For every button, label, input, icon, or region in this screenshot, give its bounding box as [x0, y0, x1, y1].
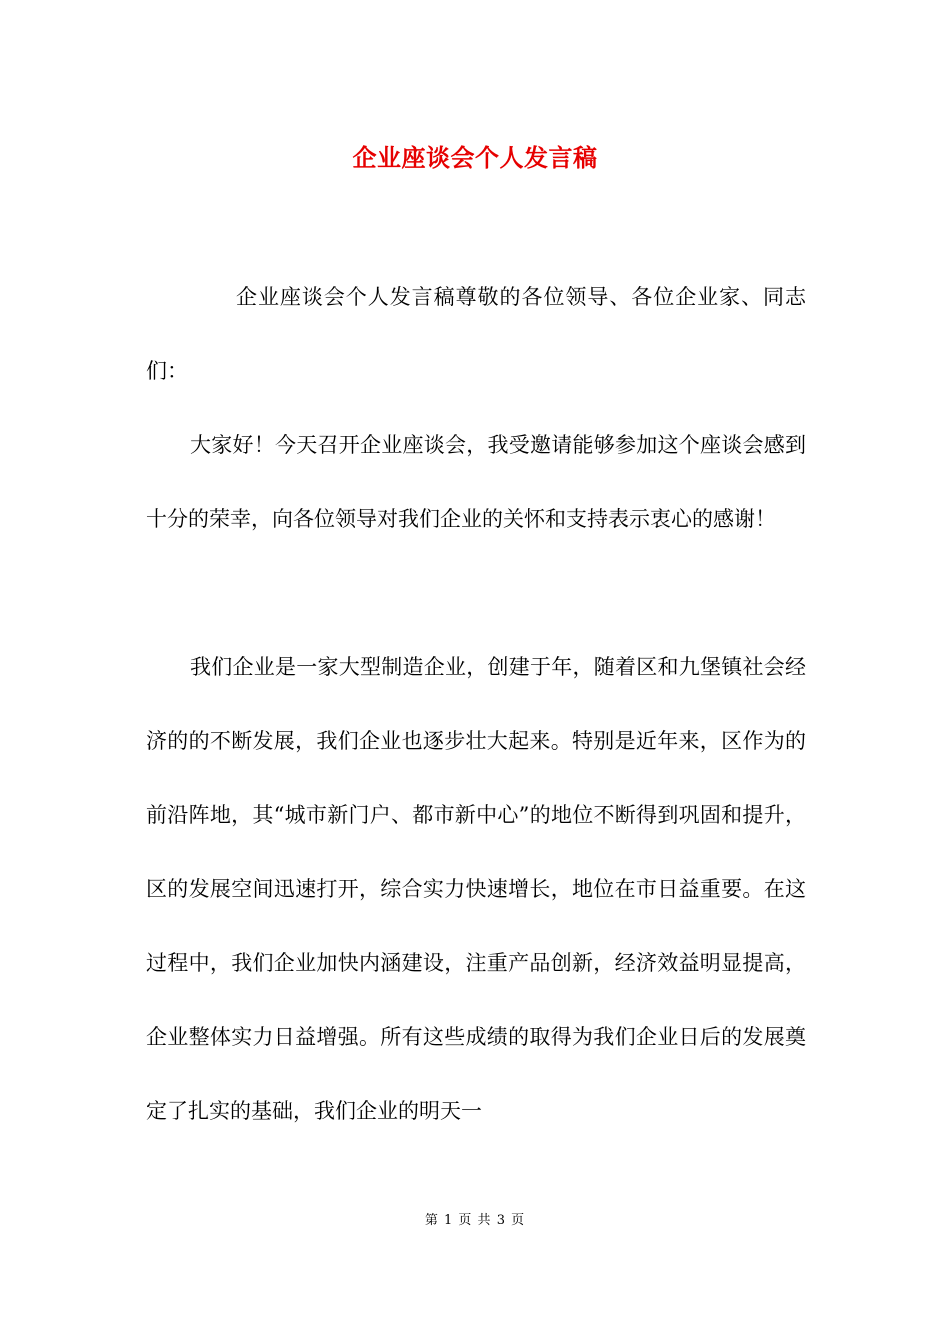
paragraph-welcome: 大家好！今天召开企业座谈会，我受邀请能够参加这个座谈会感到十分的荣幸，向各位领导对我们企业的关怀和支持表示衷心的感谢！ — [146, 433, 806, 531]
paragraph-company-intro: 我们企业是一家大型制造企业，创建于年，随着区和九堡镇社会经济的的不断发展，我们企业也逐步壮大起来。特别是近年来，区作为的前沿阵地，其“城市新门户、都市新中心”的地位不断得到巩固和提升，区的发展空间迅速打开，综合实力快速增长，地位在市日益重要。在这过程中，我们企业加快内涵建设，注重产品创新，经济效益明显提高，企业整体实力日益增强。所有这些成绩的取得为我们企业日后的发展奠定了扎实的基础，我们企业的明天一 — [146, 655, 806, 1123]
page-number-footer: 第 1 页 共 3 页 — [424, 1213, 526, 1228]
paragraph-greeting: 企业座谈会个人发言稿尊敬的各位领导、各位企业家、同志们： — [146, 285, 806, 383]
document-title: 企业座谈会个人发言稿 — [352, 143, 598, 172]
